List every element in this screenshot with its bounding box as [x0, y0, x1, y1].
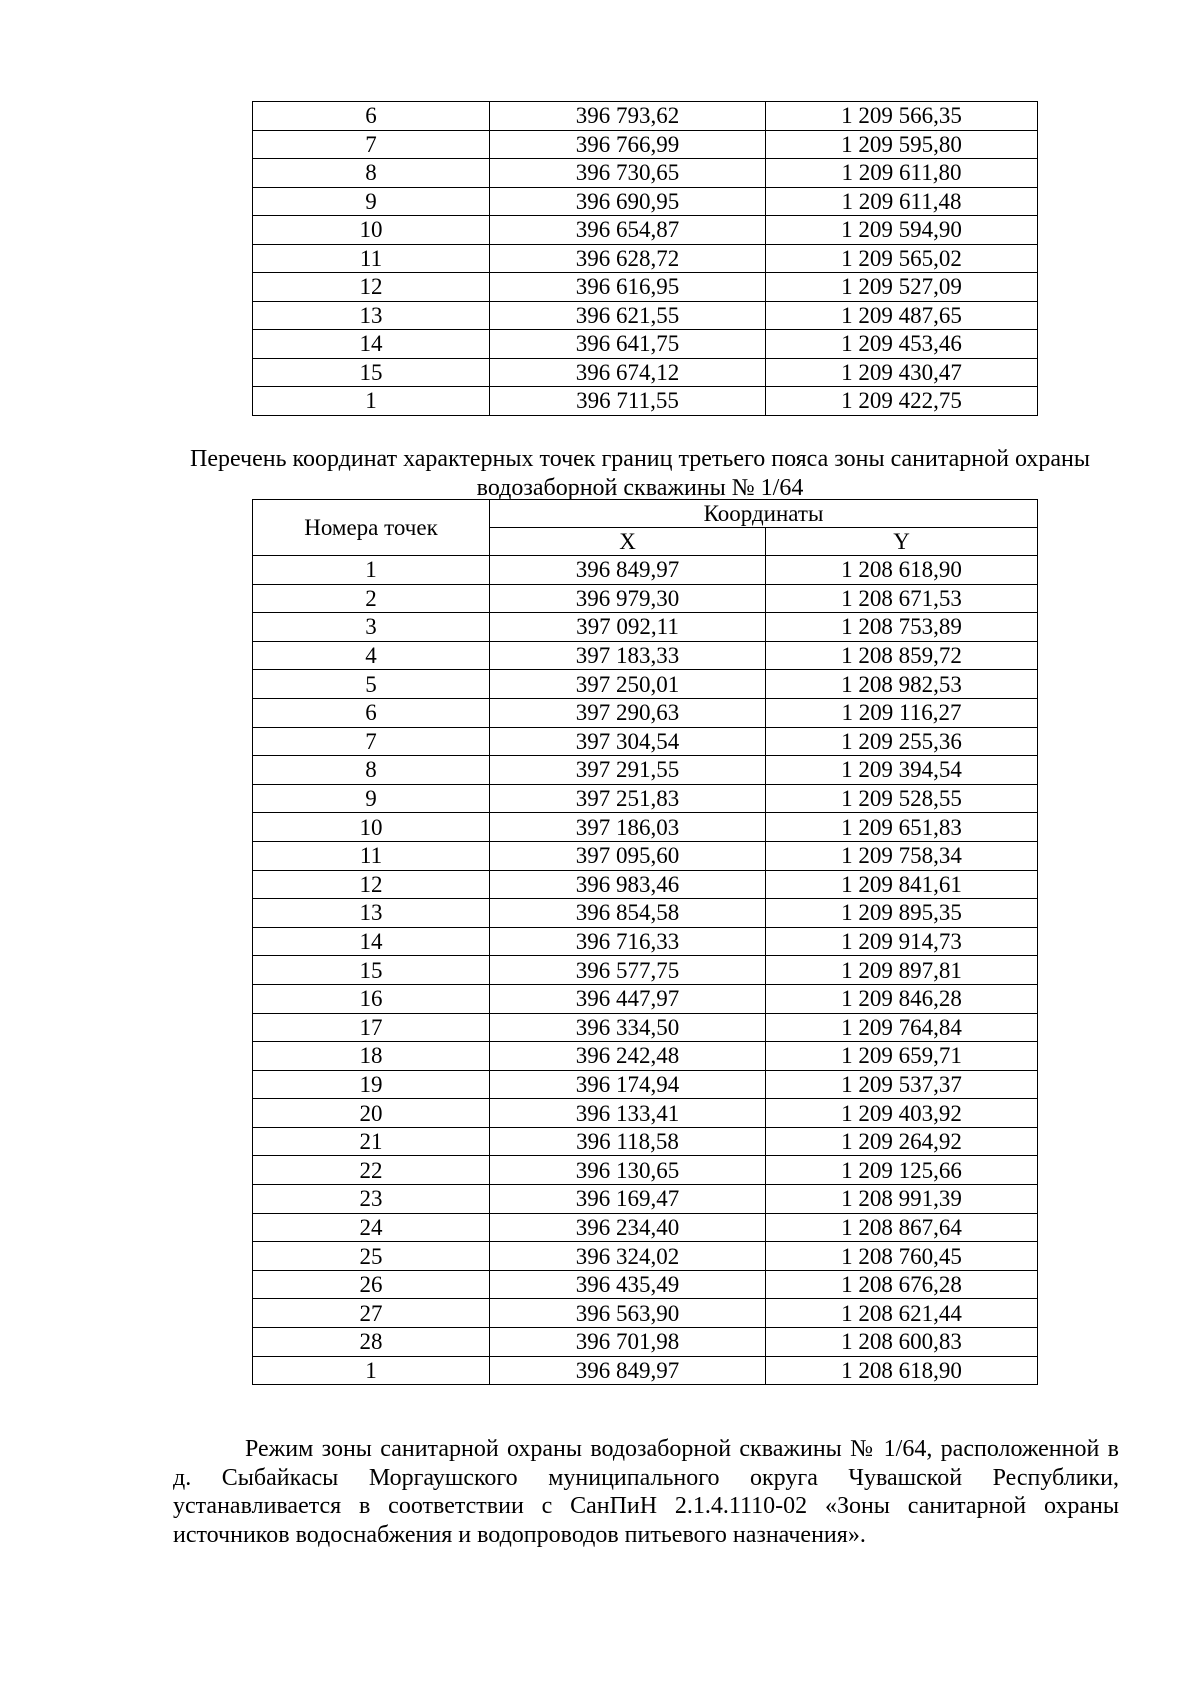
header-x: X [490, 528, 766, 556]
header-coordinates: Координаты [490, 500, 1038, 528]
point-number-cell: 12 [253, 870, 490, 899]
point-number-cell: 12 [253, 273, 490, 302]
y-coordinate-cell: 1 209 403,92 [766, 1099, 1038, 1128]
point-number-cell: 13 [253, 301, 490, 330]
table-row [253, 387, 1038, 416]
x-coordinate-cell: 396 435,49 [490, 1270, 766, 1299]
point-number-cell: 14 [253, 330, 490, 359]
table-row [253, 727, 1038, 756]
x-coordinate-cell: 396 242,48 [490, 1042, 766, 1071]
y-coordinate-cell: 1 209 527,09 [766, 273, 1038, 302]
y-coordinate-cell: 1 208 867,64 [766, 1213, 1038, 1242]
point-number-cell: 8 [253, 159, 490, 188]
y-coordinate-cell: 1 209 595,80 [766, 130, 1038, 159]
y-coordinate-cell: 1 209 651,83 [766, 813, 1038, 842]
point-number-cell: 25 [253, 1242, 490, 1271]
point-number-cell: 5 [253, 670, 490, 699]
x-coordinate-cell: 396 849,97 [490, 1356, 766, 1385]
point-number-cell: 27 [253, 1299, 490, 1328]
x-coordinate-cell: 397 250,01 [490, 670, 766, 699]
y-coordinate-cell: 1 208 991,39 [766, 1185, 1038, 1214]
y-coordinate-cell: 1 208 982,53 [766, 670, 1038, 699]
point-number-cell: 11 [253, 244, 490, 273]
y-coordinate-cell: 1 209 125,66 [766, 1156, 1038, 1185]
y-coordinate-cell: 1 209 914,73 [766, 927, 1038, 956]
table-row [253, 1185, 1038, 1214]
point-number-cell: 3 [253, 613, 490, 642]
x-coordinate-cell: 396 334,50 [490, 1013, 766, 1042]
y-coordinate-cell: 1 209 897,81 [766, 956, 1038, 985]
y-coordinate-cell: 1 209 422,75 [766, 387, 1038, 416]
coordinates-table-continued [252, 101, 1038, 416]
table-row [253, 584, 1038, 613]
table-row [253, 1328, 1038, 1357]
point-number-cell: 14 [253, 927, 490, 956]
table-caption: Перечень координат характерных точек границ третьего пояса зоны санитарной охраны водозаборной скважины № 1/64 [189, 446, 1091, 501]
x-coordinate-cell: 396 730,65 [490, 159, 766, 188]
table-row [253, 899, 1038, 928]
point-number-cell: 16 [253, 984, 490, 1013]
x-coordinate-cell: 396 621,55 [490, 301, 766, 330]
table-row [253, 870, 1038, 899]
x-coordinate-cell: 396 641,75 [490, 330, 766, 359]
table-row [253, 984, 1038, 1013]
table-row [253, 1356, 1038, 1385]
x-coordinate-cell: 396 979,30 [490, 584, 766, 613]
x-coordinate-cell: 397 291,55 [490, 756, 766, 785]
point-number-cell: 8 [253, 756, 490, 785]
table-row [253, 1270, 1038, 1299]
point-number-cell: 9 [253, 187, 490, 216]
point-number-cell: 9 [253, 784, 490, 813]
point-number-cell: 26 [253, 1270, 490, 1299]
table-row [253, 784, 1038, 813]
y-coordinate-cell: 1 209 537,37 [766, 1070, 1038, 1099]
table-row [253, 670, 1038, 699]
point-number-cell: 20 [253, 1099, 490, 1128]
point-number-cell: 7 [253, 727, 490, 756]
y-coordinate-cell: 1 209 528,55 [766, 784, 1038, 813]
x-coordinate-cell: 397 186,03 [490, 813, 766, 842]
x-coordinate-cell: 396 234,40 [490, 1213, 766, 1242]
y-coordinate-cell: 1 208 859,72 [766, 641, 1038, 670]
x-coordinate-cell: 396 766,99 [490, 130, 766, 159]
point-number-cell: 15 [253, 358, 490, 387]
table-row [253, 1042, 1038, 1071]
point-number-cell: 10 [253, 216, 490, 245]
x-coordinate-cell: 397 251,83 [490, 784, 766, 813]
table-row [253, 273, 1038, 302]
y-coordinate-cell: 1 209 659,71 [766, 1042, 1038, 1071]
y-coordinate-cell: 1 208 760,45 [766, 1242, 1038, 1271]
table-row [253, 130, 1038, 159]
table-row [253, 698, 1038, 727]
point-number-cell: 6 [253, 698, 490, 727]
table-row [253, 556, 1038, 585]
y-coordinate-cell: 1 208 618,90 [766, 556, 1038, 585]
x-coordinate-cell: 396 711,55 [490, 387, 766, 416]
table-row [253, 1127, 1038, 1156]
table-row [253, 956, 1038, 985]
table-row [253, 641, 1038, 670]
coordinates-table-third-zone [252, 499, 1038, 1385]
x-coordinate-cell: 396 130,65 [490, 1156, 766, 1185]
x-coordinate-cell: 396 716,33 [490, 927, 766, 956]
point-number-cell: 19 [253, 1070, 490, 1099]
y-coordinate-cell: 1 209 565,02 [766, 244, 1038, 273]
y-coordinate-cell: 1 209 453,46 [766, 330, 1038, 359]
x-coordinate-cell: 396 616,95 [490, 273, 766, 302]
y-coordinate-cell: 1 209 594,90 [766, 216, 1038, 245]
table-row [253, 1242, 1038, 1271]
point-number-cell: 1 [253, 1356, 490, 1385]
point-number-cell: 23 [253, 1185, 490, 1214]
y-coordinate-cell: 1 208 621,44 [766, 1299, 1038, 1328]
x-coordinate-cell: 396 447,97 [490, 984, 766, 1013]
y-coordinate-cell: 1 209 116,27 [766, 698, 1038, 727]
point-number-cell: 22 [253, 1156, 490, 1185]
header-point-numbers: Номера точек [253, 500, 490, 556]
coordinates-table-continued-body [253, 102, 1038, 416]
x-coordinate-cell: 396 118,58 [490, 1127, 766, 1156]
table-row [253, 159, 1038, 188]
table-row [253, 330, 1038, 359]
y-coordinate-cell: 1 209 255,36 [766, 727, 1038, 756]
table-row [253, 1213, 1038, 1242]
point-number-cell: 15 [253, 956, 490, 985]
table-row [253, 187, 1038, 216]
table-row [253, 841, 1038, 870]
table-row [253, 1099, 1038, 1128]
x-coordinate-cell: 397 092,11 [490, 613, 766, 642]
point-number-cell: 10 [253, 813, 490, 842]
y-coordinate-cell: 1 208 600,83 [766, 1328, 1038, 1357]
y-coordinate-cell: 1 209 430,47 [766, 358, 1038, 387]
y-coordinate-cell: 1 209 895,35 [766, 899, 1038, 928]
point-number-cell: 21 [253, 1127, 490, 1156]
y-coordinate-cell: 1 209 487,65 [766, 301, 1038, 330]
y-coordinate-cell: 1 209 846,28 [766, 984, 1038, 1013]
table-row [253, 1013, 1038, 1042]
table-row [253, 301, 1038, 330]
table-row [253, 613, 1038, 642]
y-coordinate-cell: 1 209 841,61 [766, 870, 1038, 899]
y-coordinate-cell: 1 208 671,53 [766, 584, 1038, 613]
point-number-cell: 24 [253, 1213, 490, 1242]
point-number-cell: 1 [253, 387, 490, 416]
y-coordinate-cell: 1 208 753,89 [766, 613, 1038, 642]
x-coordinate-cell: 396 563,90 [490, 1299, 766, 1328]
point-number-cell: 1 [253, 556, 490, 585]
x-coordinate-cell: 396 654,87 [490, 216, 766, 245]
y-coordinate-cell: 1 208 676,28 [766, 1270, 1038, 1299]
table-row [253, 756, 1038, 785]
x-coordinate-cell: 396 701,98 [490, 1328, 766, 1357]
x-coordinate-cell: 396 577,75 [490, 956, 766, 985]
x-coordinate-cell: 396 324,02 [490, 1242, 766, 1271]
table-row [253, 927, 1038, 956]
x-coordinate-cell: 396 133,41 [490, 1099, 766, 1128]
point-number-cell: 28 [253, 1328, 490, 1357]
table-row [253, 102, 1038, 131]
header-y: Y [766, 528, 1038, 556]
point-number-cell: 11 [253, 841, 490, 870]
table-header [253, 500, 1038, 556]
point-number-cell: 7 [253, 130, 490, 159]
y-coordinate-cell: 1 208 618,90 [766, 1356, 1038, 1385]
x-coordinate-cell: 397 183,33 [490, 641, 766, 670]
y-coordinate-cell: 1 209 764,84 [766, 1013, 1038, 1042]
x-coordinate-cell: 397 304,54 [490, 727, 766, 756]
table-row [253, 1299, 1038, 1328]
x-coordinate-cell: 396 983,46 [490, 870, 766, 899]
x-coordinate-cell: 396 674,12 [490, 358, 766, 387]
table-row [253, 1070, 1038, 1099]
coordinates-table-third-zone-body [253, 556, 1038, 1385]
point-number-cell: 17 [253, 1013, 490, 1042]
x-coordinate-cell: 396 690,95 [490, 187, 766, 216]
point-number-cell: 6 [253, 102, 490, 131]
x-coordinate-cell: 396 169,47 [490, 1185, 766, 1214]
table-row [253, 1156, 1038, 1185]
y-coordinate-cell: 1 209 566,35 [766, 102, 1038, 131]
y-coordinate-cell: 1 209 758,34 [766, 841, 1038, 870]
x-coordinate-cell: 396 628,72 [490, 244, 766, 273]
x-coordinate-cell: 396 174,94 [490, 1070, 766, 1099]
point-number-cell: 13 [253, 899, 490, 928]
x-coordinate-cell: 397 290,63 [490, 698, 766, 727]
zone-regime-paragraph: Режим зоны санитарной охраны водозаборной скважины № 1/64, расположенной в д. Сыбайкасы Моргаушского муниципального округа Чувашской Республики, устанавливается в соответствии с СанПиН 2.1.4.1110-02 «Зоны санитарной охраны источников водоснабжения и водопроводов питьевого назначения». [173, 1436, 1119, 1548]
point-number-cell: 2 [253, 584, 490, 613]
x-coordinate-cell: 396 793,62 [490, 102, 766, 131]
y-coordinate-cell: 1 209 264,92 [766, 1127, 1038, 1156]
y-coordinate-cell: 1 209 611,80 [766, 159, 1038, 188]
x-coordinate-cell: 396 849,97 [490, 556, 766, 585]
y-coordinate-cell: 1 209 611,48 [766, 187, 1038, 216]
point-number-cell: 4 [253, 641, 490, 670]
x-coordinate-cell: 397 095,60 [490, 841, 766, 870]
y-coordinate-cell: 1 209 394,54 [766, 756, 1038, 785]
table-row [253, 216, 1038, 245]
table-row [253, 358, 1038, 387]
table-row [253, 813, 1038, 842]
table-row [253, 244, 1038, 273]
x-coordinate-cell: 396 854,58 [490, 899, 766, 928]
point-number-cell: 18 [253, 1042, 490, 1071]
